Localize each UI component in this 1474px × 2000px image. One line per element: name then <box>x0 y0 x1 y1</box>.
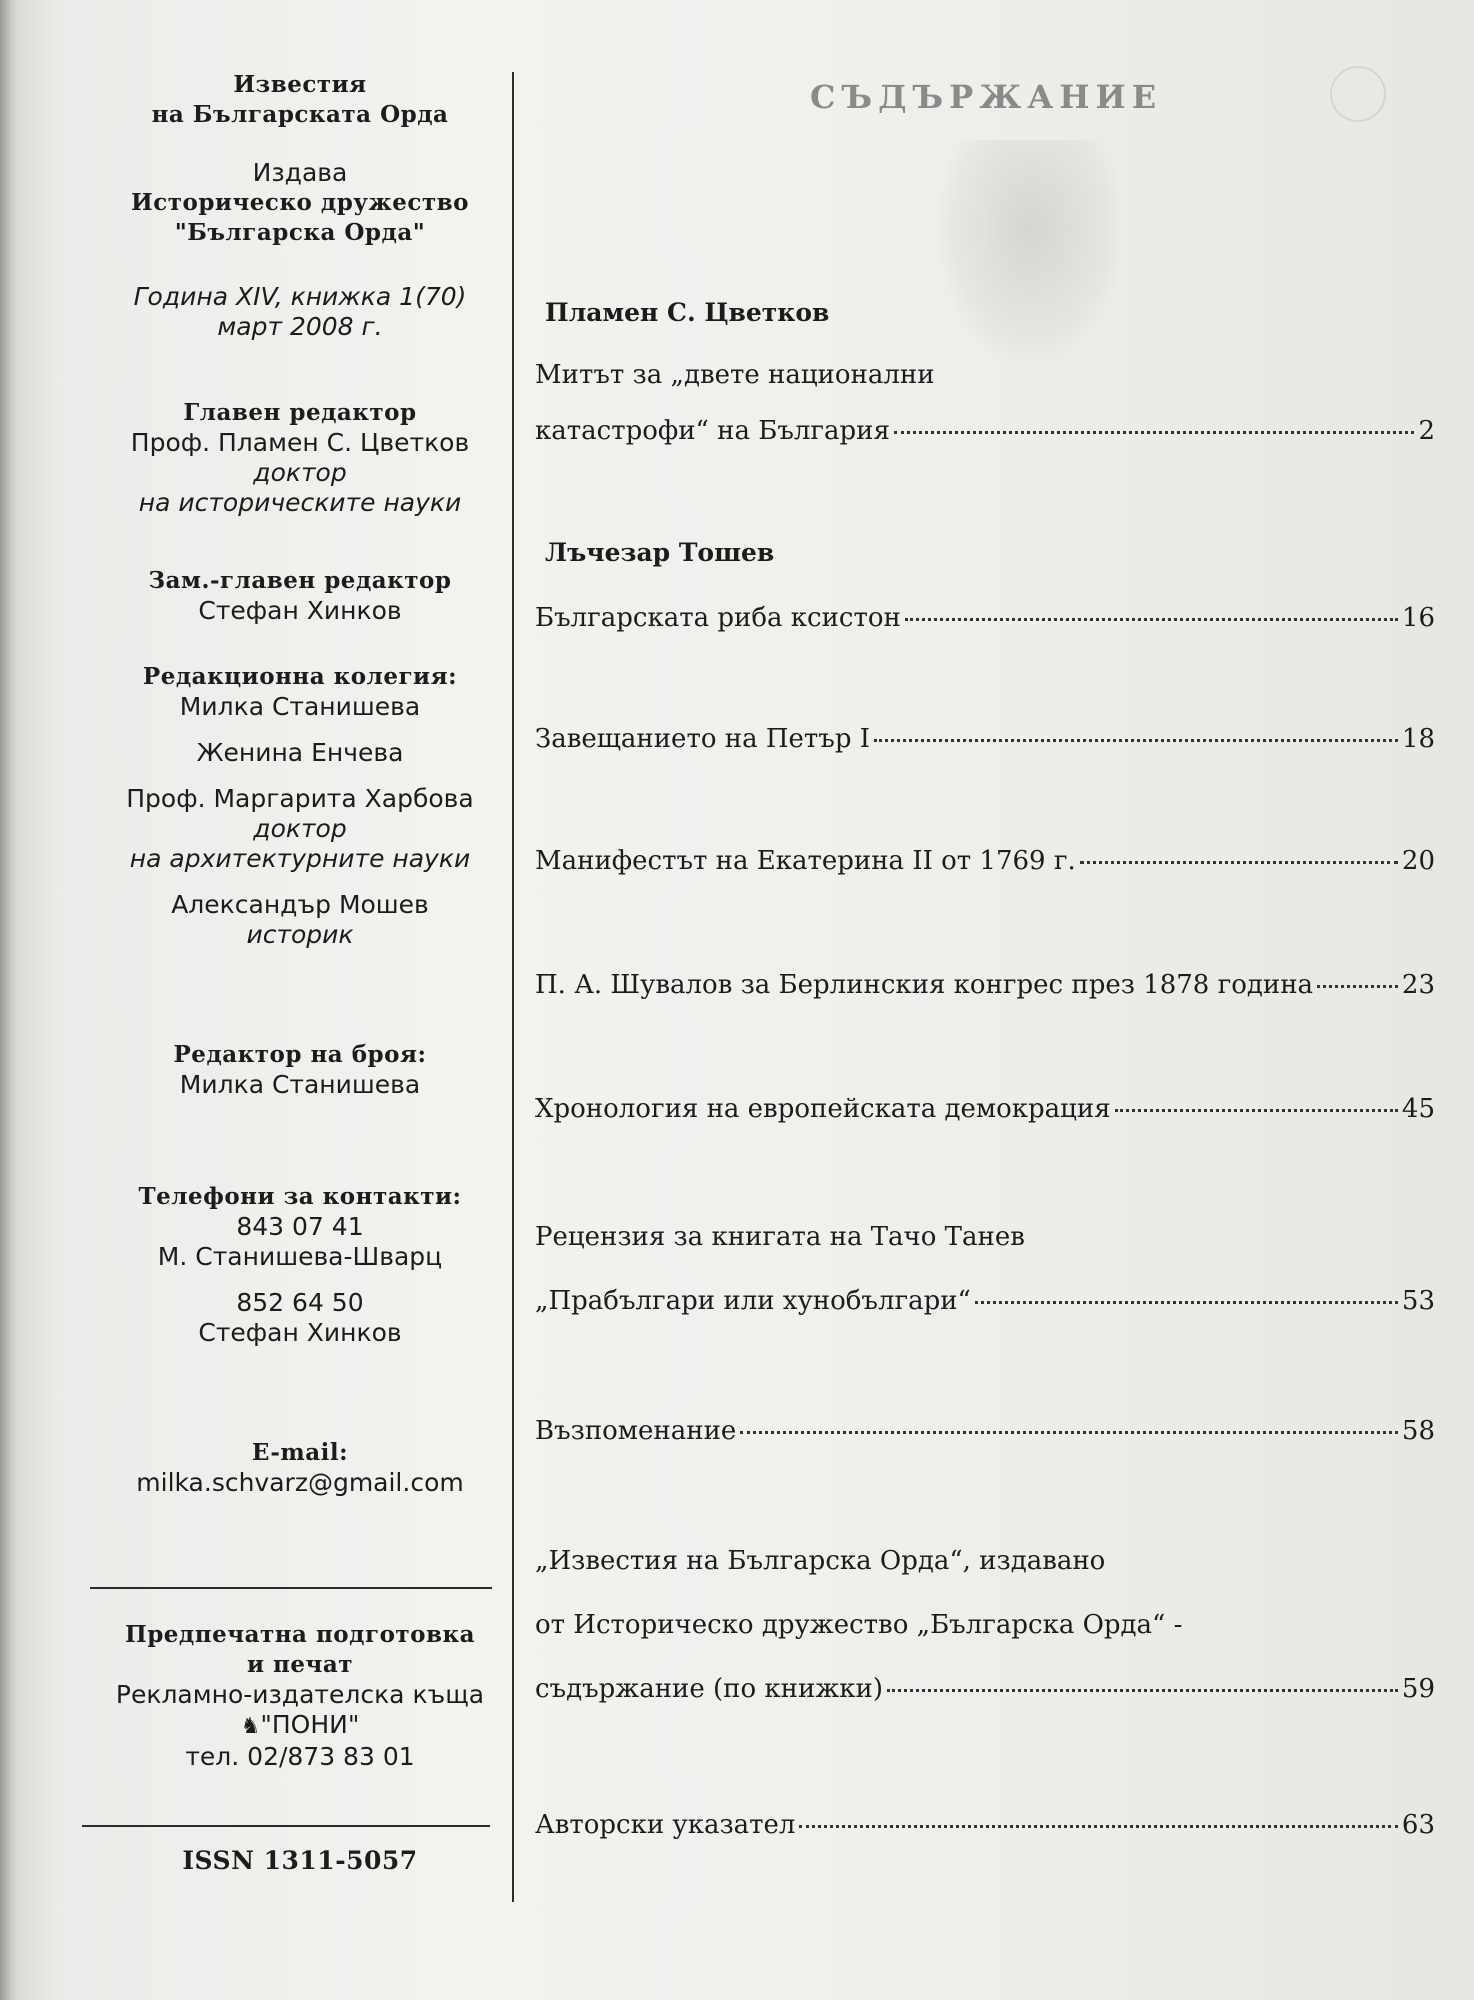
toc-entry-5-page: 23 <box>1401 970 1435 1000</box>
toc-entry-3-page: 18 <box>1401 724 1435 754</box>
deputy-editor-name: Стефан Хинков <box>198 596 402 625</box>
board-member-4-name: Александър Мошев <box>171 890 429 919</box>
toc-entry-2 <box>535 603 1435 633</box>
toc-entry-8-page: 58 <box>1401 1416 1435 1446</box>
toc-heading: СЪДЪРЖАНИЕ <box>810 78 1163 116</box>
divider-above-issn <box>82 1825 490 1827</box>
toc-author-1: Пламен С. Цветков <box>545 298 830 327</box>
toc-entry-2-page: 16 <box>1401 603 1435 633</box>
deputy-editor-label: Зам.-главен редактор <box>148 567 452 594</box>
show-through-portrait <box>940 140 1120 360</box>
board-member-1: Милка Станишева <box>179 692 421 721</box>
toc-entry-3-title: Завещанието на Петър I <box>535 724 871 754</box>
journal-title-line1: Известия <box>233 71 367 98</box>
leader-dots <box>874 739 1398 742</box>
chief-editor-title2: на историческите науки <box>138 488 462 517</box>
toc-entry-8 <box>535 1416 1435 1446</box>
leader-dots <box>894 431 1415 434</box>
leader-dots <box>975 1301 1398 1304</box>
toc-entry-9-page: 59 <box>1401 1674 1435 1704</box>
issn: ISSN 1311-5057 <box>182 1846 418 1875</box>
phone-2-name: Стефан Хинков <box>198 1318 402 1347</box>
toc-entry-4-title: Манифестът на Екатерина II от 1769 г. <box>535 846 1076 876</box>
toc-entry-10-page: 63 <box>1401 1810 1435 1840</box>
toc-entry-2-title: Българската риба ксистон <box>535 603 901 633</box>
toc-entry-10 <box>535 1810 1435 1840</box>
chief-editor-title1: доктор <box>253 458 347 487</box>
horse-logo-icon: ♞ <box>240 1714 261 1739</box>
publisher-line1: Историческо дружество <box>131 189 469 216</box>
toc-entry-5-title: П. А. Шувалов за Берлинския конгрес през 1878 година <box>535 970 1314 1000</box>
publisher-line2: "Българска Орда" <box>174 219 426 246</box>
issue-editor-name: Милка Станишева <box>179 1070 421 1099</box>
board-member-4-title: историк <box>246 920 354 949</box>
issue-line1: Година XIV, книжка 1(70) <box>133 282 467 311</box>
column-divider <box>512 72 514 1902</box>
book-spine-shadow <box>0 0 18 2000</box>
toc-entry-9-line1: „Известия на Българска Орда“, издавано <box>535 1546 1106 1576</box>
toc-entry-10-title: Авторски указател <box>535 1810 796 1840</box>
toc-entry-7 <box>535 1222 1435 1316</box>
toc-entry-5 <box>535 970 1435 1000</box>
toc-entry-1 <box>535 360 1435 446</box>
toc-entry-7-line1: Рецензия за книгата на Тачо Танев <box>535 1222 1025 1252</box>
toc-entry-7-page: 53 <box>1401 1286 1435 1316</box>
editorial-board-label: Редакционна колегия: <box>142 663 458 690</box>
leader-dots <box>740 1431 1398 1434</box>
board-member-2: Женина Енчева <box>196 738 404 767</box>
phones-label: Телефони за контакти: <box>138 1183 462 1210</box>
show-through-logo-icon <box>1330 66 1386 122</box>
email-label: E-mail: <box>251 1439 349 1466</box>
issue-editor-label: Редактор на броя: <box>173 1041 427 1068</box>
toc-entry-9-line3: съдържание (по книжки) <box>535 1674 883 1704</box>
toc-author-2: Лъчезар Тошев <box>545 538 775 567</box>
leader-dots <box>1115 1109 1398 1112</box>
toc-entry-9 <box>535 1546 1435 1704</box>
printer-line1: Рекламно-издателска къща <box>115 1680 485 1709</box>
publisher-label: Издава <box>252 158 348 187</box>
toc-entry-1-line1: Митът за „двете национални <box>535 360 935 390</box>
toc-entry-4-page: 20 <box>1401 846 1435 876</box>
journal-title-line2: на Българската Орда <box>151 101 449 128</box>
toc-entry-4 <box>535 846 1435 876</box>
toc-entry-9-line2: от Историческо дружество „Българска Орда“ - <box>535 1610 1183 1640</box>
toc-entry-1-line2: катастрофи“ на България <box>535 416 890 446</box>
toc-entry-7-line2: „Прабългари или хунобългари“ <box>535 1286 971 1316</box>
prepress-label-line1: Предпечатна подготовка <box>125 1621 475 1648</box>
toc-entry-6-page: 45 <box>1401 1094 1435 1124</box>
board-member-3-title2: на архитектурните науки <box>129 844 471 873</box>
chief-editor-label: Главен редактор <box>183 399 417 426</box>
leader-dots <box>887 1689 1398 1692</box>
email-address: milka.schvarz@gmail.com <box>136 1468 464 1497</box>
printer-name-row <box>100 1710 500 1742</box>
leader-dots <box>905 618 1398 621</box>
leader-dots <box>799 1825 1397 1828</box>
phone-1-name: М. Станишева-Шварц <box>157 1242 443 1271</box>
prepress-label-line2: и печат <box>246 1651 354 1678</box>
printer-phone: тел. 02/873 83 01 <box>185 1742 415 1771</box>
toc-entry-1-page: 2 <box>1418 416 1435 446</box>
board-member-3-name: Проф. Маргарита Харбова <box>126 784 474 813</box>
leader-dots <box>1317 985 1398 988</box>
phone-2: 852 64 50 <box>236 1288 364 1317</box>
printer-name: "ПОНИ" <box>260 1710 360 1739</box>
phone-1: 843 07 41 <box>236 1212 364 1241</box>
toc-entry-8-title: Възпоменание <box>535 1416 737 1446</box>
chief-editor-name: Проф. Пламен С. Цветков <box>130 428 470 457</box>
toc-entry-6 <box>535 1094 1435 1124</box>
toc-entry-6-title: Хронология на европейската демокрация <box>535 1094 1111 1124</box>
divider-above-prepress <box>90 1587 492 1589</box>
leader-dots <box>1080 861 1398 864</box>
board-member-3-title1: доктор <box>253 814 347 843</box>
toc-entry-3 <box>535 724 1435 754</box>
issue-line2: март 2008 г. <box>217 312 383 341</box>
